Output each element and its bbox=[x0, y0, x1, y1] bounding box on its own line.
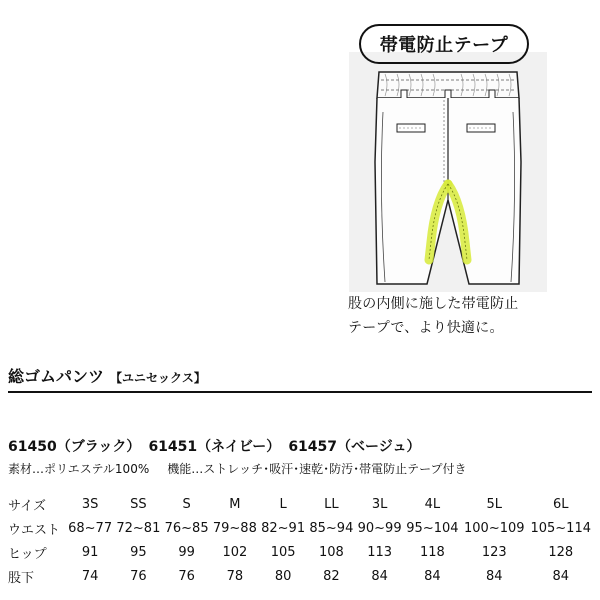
table-cell: 84 bbox=[371, 568, 388, 584]
table-cell: 95~104 bbox=[406, 520, 459, 536]
table-cell: 84 bbox=[552, 568, 570, 584]
row-label: サイズ bbox=[8, 498, 46, 514]
title-divider bbox=[8, 391, 592, 393]
table-cell: 82 bbox=[323, 568, 340, 584]
row-label: 股下 bbox=[8, 570, 35, 586]
color-codes bbox=[8, 436, 428, 456]
color-code-navy: 61451（ネイビー） bbox=[148, 439, 281, 455]
row-label: ウエスト bbox=[8, 522, 61, 538]
table-cell: 5L bbox=[486, 496, 503, 512]
pants-back-illustration bbox=[349, 52, 547, 292]
size-table bbox=[6, 492, 594, 588]
product-name: 総ゴムパンツ bbox=[8, 367, 105, 386]
color-code-beige: 61457（ベージュ） bbox=[288, 439, 421, 455]
table-cell: 3L bbox=[371, 496, 388, 512]
caption-line-1: 股の内側に施した帯電防止 bbox=[348, 296, 519, 312]
spec-line bbox=[8, 460, 467, 477]
table-cell: 90~99 bbox=[357, 520, 402, 536]
table-cell: 99 bbox=[178, 544, 195, 560]
table-cell: 80 bbox=[274, 568, 292, 584]
size-row bbox=[6, 492, 594, 516]
table-cell: 105~114 bbox=[530, 520, 591, 536]
table-cell: 76 bbox=[178, 568, 195, 584]
table-cell: 102 bbox=[222, 544, 248, 560]
table-cell: 85~94 bbox=[309, 520, 354, 536]
table-cell: 72~81 bbox=[116, 520, 161, 536]
table-cell: 84 bbox=[424, 568, 441, 584]
table-cell: M bbox=[229, 496, 241, 512]
table-cell: 3S bbox=[81, 496, 99, 512]
material-spec: 素材…ポリエステル100% bbox=[8, 462, 150, 476]
table-cell: L bbox=[279, 496, 287, 512]
antistatic-tape-badge: 帯電防止テープ bbox=[359, 24, 529, 64]
table-cell: 68~77 bbox=[68, 520, 113, 536]
product-title-line bbox=[8, 364, 206, 387]
table-cell: 78 bbox=[226, 568, 244, 584]
table-cell: 91 bbox=[81, 544, 99, 560]
table-cell: 76~85 bbox=[164, 520, 209, 536]
row-label: ヒップ bbox=[8, 546, 47, 562]
table-cell: 95 bbox=[130, 544, 147, 560]
table-cell: 113 bbox=[367, 544, 393, 560]
table-cell: 84 bbox=[486, 568, 503, 584]
hip-row bbox=[6, 540, 594, 564]
table-cell: 6L bbox=[552, 496, 569, 512]
table-cell: 128 bbox=[548, 544, 574, 560]
table-cell: 123 bbox=[481, 544, 507, 560]
table-cell: LL bbox=[324, 496, 339, 512]
feature-caption bbox=[348, 292, 578, 340]
table-cell: 100~109 bbox=[464, 520, 525, 536]
product-tag: 【ユニセックス】 bbox=[110, 371, 206, 385]
color-code-black: 61450（ブラック） bbox=[8, 439, 141, 455]
table-cell: 74 bbox=[81, 568, 99, 584]
table-cell: 82~91 bbox=[261, 520, 306, 536]
feature-spec: 機能…ストレッチ･吸汗･速乾･防汚･帯電防止テープ付き bbox=[167, 462, 467, 476]
table-cell: 76 bbox=[130, 568, 147, 584]
table-cell: 4L bbox=[424, 496, 441, 512]
table-cell: 105 bbox=[270, 544, 296, 560]
inseam-row bbox=[6, 564, 594, 588]
table-cell: 118 bbox=[420, 544, 445, 560]
table-cell: S bbox=[182, 496, 191, 512]
caption-line-2: テープで、より快適に。 bbox=[348, 320, 504, 336]
table-cell: 79~88 bbox=[212, 520, 257, 536]
table-cell: 108 bbox=[318, 544, 344, 560]
table-cell: SS bbox=[130, 496, 147, 512]
waist-row bbox=[6, 516, 594, 540]
